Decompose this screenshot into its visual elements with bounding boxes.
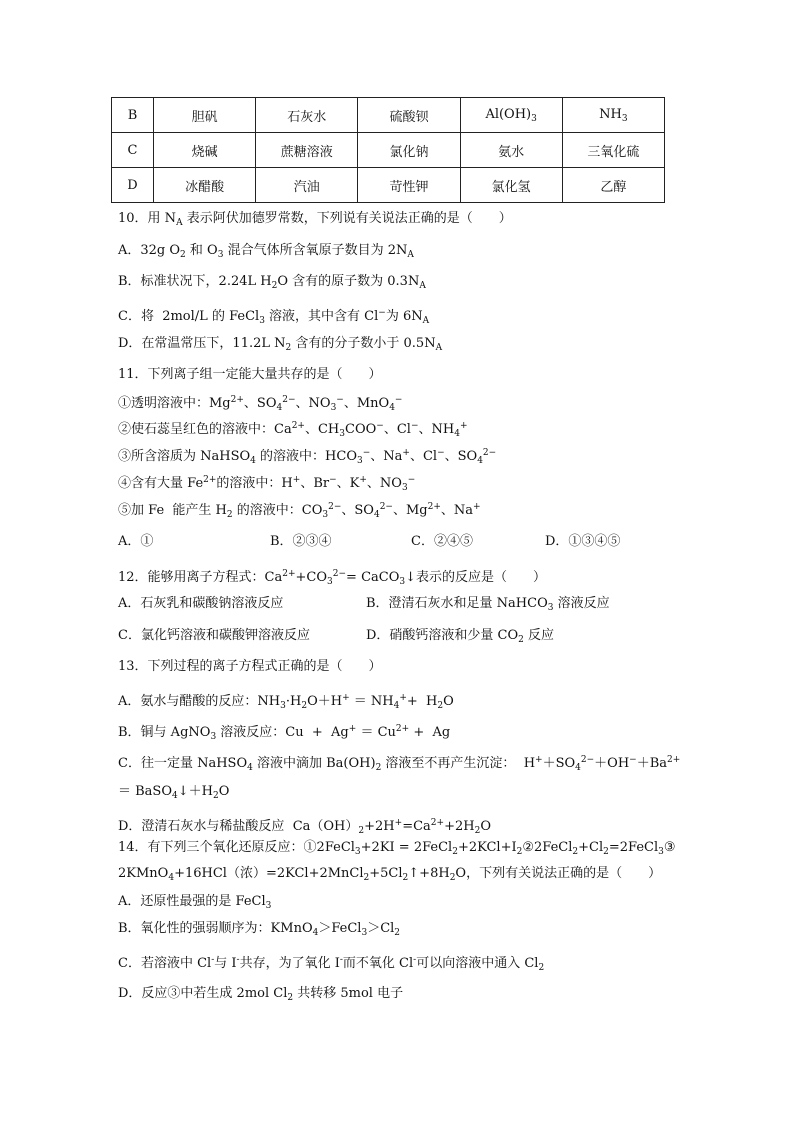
table-cell: 三氧化硫 [562, 133, 664, 168]
table-cell: 烧碱 [154, 133, 256, 168]
row-label: D [112, 168, 154, 203]
text-line: D．反应③中若生成 2mol $Cl_2$ 共转移 5mol 电子 [118, 986, 404, 1003]
text-line: 2KMnO$_4$+16HCl（浓）$=2KCl+2MnCl_2+5Cl_2↑+8H_2O$，下列有关说法正确的是（ ） [118, 866, 662, 883]
text-line: B．②③④ [270, 534, 332, 549]
text-line: B．铜与 AgNO$_3$ 溶液反应：$Cu + Ag^+ = Cu^{2+} + Ag$ [118, 724, 451, 742]
table-cell: 胆矾 [154, 98, 256, 133]
text-line: A．① [118, 534, 154, 549]
table-row [112, 168, 665, 203]
table-cell: 石灰水 [256, 98, 358, 133]
table-cell: $Al(OH)_3$ [460, 98, 562, 133]
text-line: C．氯化钙溶液和碳酸钾溶液反应 [118, 628, 310, 643]
text-line: 10．用 $N_A$ 表示阿伏加德罗常数，下列说有关说法正确的是（ ） [118, 211, 512, 228]
text-line: A．32g $O_2$ 和 $O_3$ 混合气体所含氧原子数目为 $2N_A$ [118, 243, 414, 260]
text-line: ③所含溶质为 NaHSO$_4$ 的溶液中：$HCO_3^-$、Na+、Cl−、$SO_4^{2-}$ [118, 448, 497, 466]
table-cell: 苛性钾 [358, 168, 460, 203]
table-cell: 冰醋酸 [154, 168, 256, 203]
text-line: 11．下列离子组一定能大量共存的是（ ） [118, 367, 382, 382]
text-line: 13．下列过程的离子方程式正确的是（ ） [118, 659, 382, 674]
text-line: D．①③④⑤ [545, 534, 621, 549]
text-line: C．②④⑤ [411, 534, 473, 549]
table-cell: 汽油 [256, 168, 358, 203]
text-line: A．石灰乳和碳酸钠溶液反应 [118, 596, 284, 611]
row-label: B [112, 98, 154, 133]
table-cell: 氯化氢 [460, 168, 562, 203]
text-line: ＝ $BaSO_4↓+H_2O$ [118, 784, 230, 801]
text-line: C．若溶液中 Cl-与 I-共存，为了氧化 I-而不氧化 Cl-可以向溶液中通入 $Cl_2$ [118, 955, 545, 973]
text-line: ①透明溶液中：$Mg^{2+}$、$SO_4^{2-}$、$NO_3^-$、MnO$_4$− [118, 395, 403, 413]
text-line: B．氧化性的强弱顺序为：$KMnO_4>FeCl_3>Cl_2$ [118, 921, 401, 938]
text-line: D．澄清石灰水与稀盐酸反应 $Ca(OH)_2+2H^+=Ca^{2+}+2H_2O$ [118, 818, 491, 836]
table-cell: 硫酸钡 [358, 98, 460, 133]
text-line: C．将 2mol/L 的 FeCl$_3$ 溶液，其中含有 Cl−为 $6N_A$ [118, 308, 430, 326]
table-row [112, 133, 665, 168]
table-cell: 蔗糖溶液 [256, 133, 358, 168]
text-line: A．氨水与醋酸的反应：$NH_3\cdot H_2O+H^+ = NH_4^++ H_2O$ [118, 693, 454, 711]
text-line: 14．有下列三个氧化还原反应：①2FeCl$_3$+2KI = $2FeCl_2+2KCl+I_2②2FeCl_2+Cl_2=2FeCl_3③$ [118, 840, 676, 857]
text-line: C．往一定量 NaHSO$_4$ 溶液中滴加 $Ba(OH)_2$ 溶液至不再产生沉淀： $H^++SO_4^{2-}+OH^-+Ba^{2+}$ [118, 755, 681, 773]
options-table [111, 97, 665, 203]
text-line: A．还原性最强的是 FeCl$_3$ [118, 894, 272, 911]
text-line: ②使石蕊呈红色的溶液中：$Ca^{2+}$、$CH_3COO^-$、Cl−、$NH_4^+$ [118, 421, 468, 439]
table-cell: $NH_3$ [562, 98, 664, 133]
table-cell: 氨水 [460, 133, 562, 168]
table-row [112, 98, 665, 133]
text-line: B．标准状况下，2.24L $H_2O$ 含有的原子数为 $0.3N_A$ [118, 274, 426, 291]
text-line: B．澄清石灰水和足量 NaHCO$_3$ 溶液反应 [366, 596, 610, 613]
table-cell: 乙醇 [562, 168, 664, 203]
text-line: 12．能够用离子方程式：$Ca^{2+}+CO_3^{2-}=$ CaCO$_3$↓表示的反应是（ ） [118, 569, 547, 587]
table-cell: 氯化钠 [358, 133, 460, 168]
text-line: ⑤加 Fe 能产生 $H_2$ 的溶液中：$CO_3^{2-}$、$SO_4^{2-}$、$Mg^{2+}$、Na+ [118, 502, 481, 520]
text-line: D．在常温常压下，11.2L $N_2$ 含有的分子数小于 $0.5N_A$ [118, 336, 443, 353]
row-label: C [112, 133, 154, 168]
text-line: D．硝酸钙溶液和少量 $CO_2$ 反应 [366, 628, 555, 645]
text-line: ④含有大量 $Fe^{2+}$的溶液中：H+、Br−、K+、$NO_3^-$ [118, 475, 416, 493]
